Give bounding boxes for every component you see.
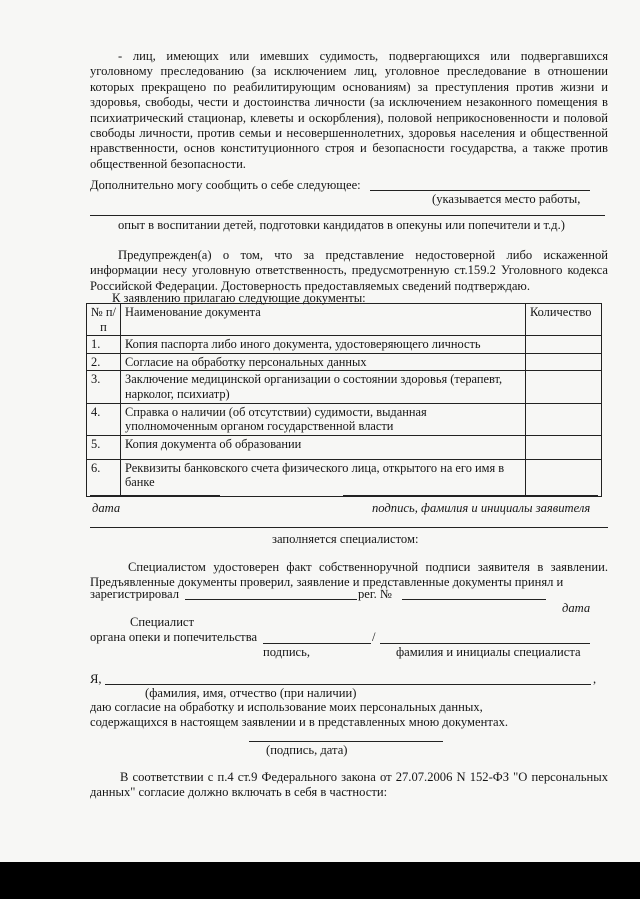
table-row (87, 353, 602, 371)
name-hint: фамилия и инициалы специалиста (396, 645, 581, 659)
additional-label: Дополнительно могу сообщить о себе следующее: (90, 178, 361, 192)
row-name: Копия документа об образовании (121, 435, 526, 459)
sign-hint: подпись, (263, 645, 311, 659)
paragraph-convictions: - лиц, имеющих или имевших судимость, подвергающихся или подвергавшихся уголовному преследованию (за исключением лиц, уголовное преследование в отношении которых прекращено по реабилитирующим основаниям) за преступления против жизни и здоровья, свободы, чести и достоинства личности (за исключением незаконного помещения в психиатрический стационар, клеветы и оскорбления), половой неприкосновенности и половой свободы личности, против семьи и несовершеннолетних, здоровья населения и общественной нравственности, основ конституционного строя и безопасности государства, а также против общественной безопасности. (90, 49, 608, 171)
row-qty[interactable] (526, 403, 602, 435)
row-name: Заключение медицинской организации о состоянии здоровья (терапевт, нарколог, психиатр) (121, 371, 526, 403)
row-name: Согласие на обработку персональных данных (121, 353, 526, 371)
scan-bottom-edge (0, 862, 640, 899)
row-num: 5. (87, 435, 121, 459)
consent-ya: Я, (90, 672, 102, 686)
consent-sign-hint: (подпись, дата) (266, 743, 348, 757)
registered-line[interactable] (185, 599, 357, 600)
signature-line[interactable] (343, 495, 598, 496)
row-qty[interactable] (526, 336, 602, 354)
reg-number-line[interactable] (402, 599, 546, 600)
specialist-name-line[interactable] (380, 643, 590, 644)
row-name: Копия паспорта либо иного документа, удостоверяющего личность (121, 336, 526, 354)
additional-line-2[interactable] (90, 215, 605, 216)
organ-label: органа опеки и попечительства (90, 630, 258, 644)
row-name: Справка о наличии (об отсутствии) судимости, выданная уполномоченным органом государственной власти (121, 403, 526, 435)
documents-table (86, 303, 602, 497)
consent-line-1: даю согласие на обработку и использование моих персональных данных, (90, 700, 483, 714)
registration-date-label: дата (562, 601, 591, 615)
row-qty[interactable] (526, 371, 602, 403)
table-header-row (87, 304, 602, 336)
header-qty: Количество (526, 304, 602, 336)
slash-separator: / (372, 630, 376, 644)
additional-line-1[interactable] (370, 190, 590, 191)
table-row (87, 371, 602, 403)
consent-line-2: содержащихся в настоящем заявлении и в представленных мною документах. (90, 715, 509, 729)
table-row (87, 336, 602, 354)
table-row (87, 403, 602, 435)
signature-label: подпись, фамилия и инициалы заявителя (372, 501, 591, 515)
specialist-header: заполняется специалистом: (272, 532, 419, 546)
row-num: 2. (87, 353, 121, 371)
divider (90, 527, 608, 528)
specialist-label: Специалист (130, 615, 195, 629)
consent-sign-line[interactable] (249, 741, 443, 742)
reg-number-label: рег. № (358, 587, 392, 601)
date-label: дата (92, 501, 121, 515)
consent-comma: , (593, 672, 597, 686)
table-row (87, 459, 602, 496)
additional-hint-2: опыт в воспитании детей, подготовки кандидатов в опекуны или попечители и т.д.) (118, 218, 565, 232)
consent-fio-hint: (фамилия, имя, отчество (при наличии) (145, 686, 357, 700)
law-paragraph: В соответствии с п.4 ст.9 Федерального закона от 27.07.2006 N 152-ФЗ "О персональных данных" согласие должно включать в себя в частности: (90, 770, 608, 800)
row-qty[interactable] (526, 459, 602, 496)
date-line[interactable] (90, 495, 220, 496)
specialist-paragraph: Специалистом удостоверен факт собственноручной подписи заявителя в заявлении. Предъявленные документы проверил, заявление и представленные документы принял и (90, 560, 608, 590)
warning-paragraph: Предупрежден(а) о том, что за представление недостоверной либо искаженной информации несу уголовную ответственность, предусмотренную ст.159.2 Уголовного кодекса Российской Федерации. Достоверность предоставляемых сведений подтверждаю. (90, 248, 608, 293)
row-qty[interactable] (526, 353, 602, 371)
table-row (87, 435, 602, 459)
registered-label: зарегистрировал (90, 587, 179, 601)
header-name: Наименование документа (121, 304, 526, 336)
row-name: Реквизиты банковского счета физического лица, открытого на его имя в банке (121, 459, 526, 496)
row-num: 1. (87, 336, 121, 354)
row-qty[interactable] (526, 435, 602, 459)
row-num: 3. (87, 371, 121, 403)
row-num: 6. (87, 459, 121, 496)
specialist-sign-line[interactable] (263, 643, 371, 644)
attach-intro: К заявлению прилагаю следующие документы: (112, 291, 366, 305)
row-num: 4. (87, 403, 121, 435)
header-num: № п/п (87, 304, 121, 336)
additional-hint-1: (указывается место работы, (432, 192, 581, 206)
consent-fio-line[interactable] (105, 684, 591, 685)
